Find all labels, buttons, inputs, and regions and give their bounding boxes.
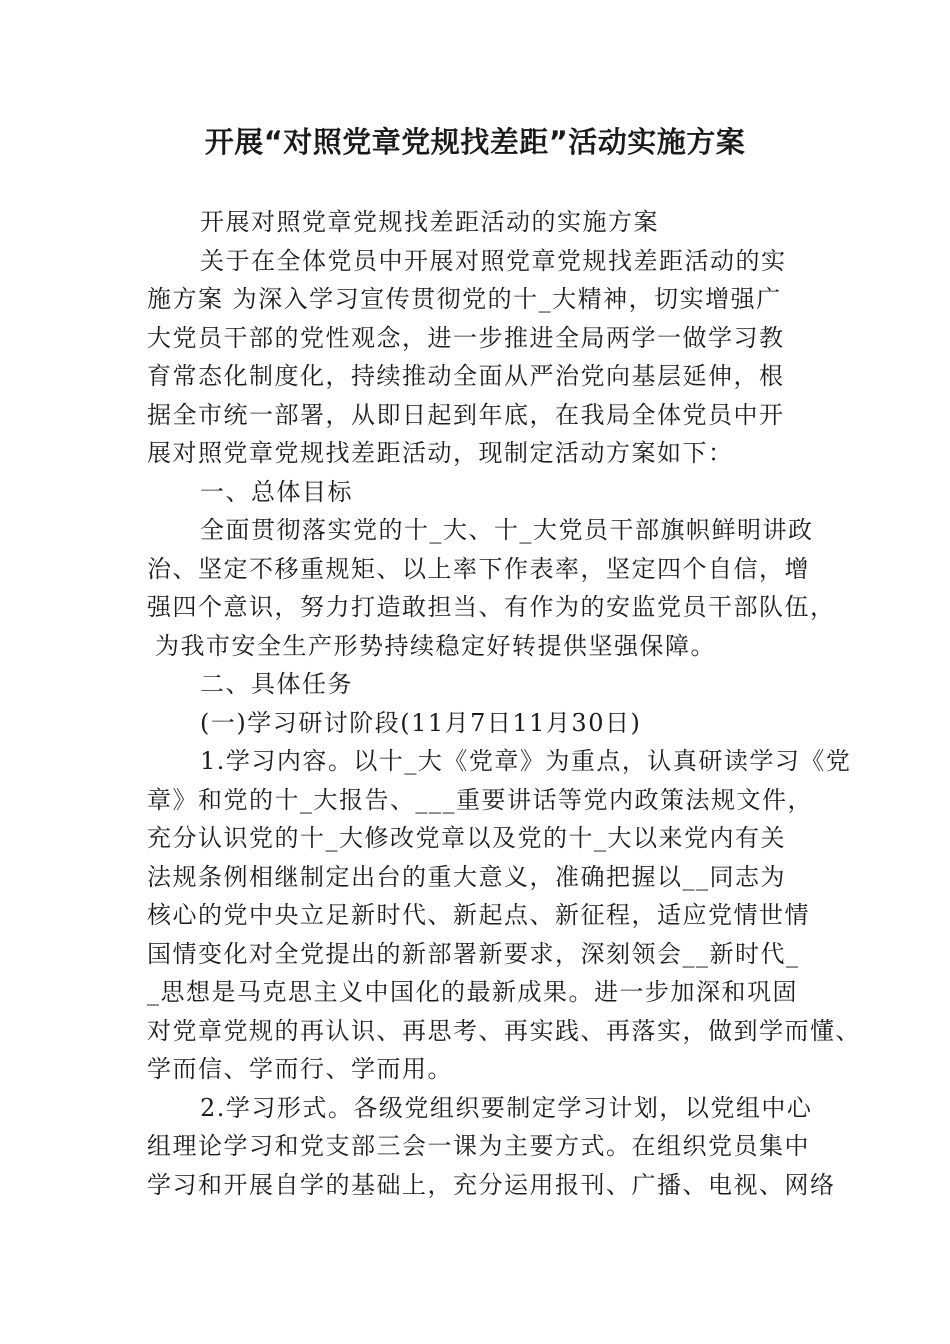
text-line: 组理论学习和党支部三会一课为主要方式。在组织党员集中 xyxy=(147,1132,810,1160)
text-line: 2.学习形式。各级党组织要制定学习计划，以党组中心 xyxy=(200,1093,813,1122)
text-line: 学而信、学而行、学而用。 xyxy=(147,1055,453,1083)
text-line: 为我市安全生产形势持续稳定好转提供坚强保障。 xyxy=(155,631,716,660)
text-line: 育常态化制度化，持续推动全面从严治党向基层延伸，根 xyxy=(147,362,785,390)
text-line: 施方案 为深入学习宣传贯彻党的十_大精神，切实增强广 xyxy=(147,285,782,313)
text-line: 二、具体任务 xyxy=(200,670,353,698)
text-line: (一)学习研讨阶段(11月7日11月30日) xyxy=(200,708,642,737)
text-line: 据全市统一部署，从即日起到年底，在我局全体党员中开 xyxy=(147,400,785,429)
text-line: 国情变化对全党提出的新部署新要求，深刻领会__新时代_ xyxy=(147,939,800,968)
text-line: 1.学习内容。以十_大《党章》为重点，认真研读学习《党 xyxy=(200,747,852,775)
text-line: 一、总体目标 xyxy=(200,477,353,506)
document-body xyxy=(147,203,861,1204)
text-line: 治、坚定不移重规矩、以上率下作表率，坚定四个自信，增 xyxy=(147,554,810,583)
text-line: 学习和开展自学的基础上，充分运用报刊、广播、电视、网络 xyxy=(147,1170,836,1199)
text-line: 法规条例相继制定出台的重大意义，准确把握以__同志为 xyxy=(147,862,786,891)
text-line: 充分认识党的十_大修改党章以及党的十_大以来党内有关 xyxy=(147,824,786,852)
text-line: 关于在全体党员中开展对照党章党规找差距活动的实 xyxy=(200,246,787,275)
text-line: 强四个意识，努力打造敢担当、有作为的安监党员干部队伍， xyxy=(147,593,836,621)
text-line: 对党章党规的再认识、再思考、再实践、再落实，做到学而懂、 xyxy=(147,1016,861,1045)
text-line: 核心的党中央立足新时代、新起点、新征程，适应党情世情 xyxy=(147,901,810,929)
document-title: 开展“对照党章党规找差距”活动实施方案 xyxy=(204,125,746,159)
text-line: 大党员干部的党性观念，进一步推进全局两学一做学习教 xyxy=(147,323,785,352)
text-line: 全面贯彻落实党的十_大、十_大党员干部旗帜鲜明讲政 xyxy=(200,516,814,544)
text-line: 章》和党的十_大报告、___重要讲话等党内政策法规文件， xyxy=(147,785,813,814)
text-line: 开展对照党章党规找差距活动的实施方案 xyxy=(200,208,659,236)
text-line: 展对照党章党规找差距活动，现制定活动方案如下： xyxy=(147,439,734,467)
text-line: _思想是马克思主义中国化的最新成果。进一步加深和巩固 xyxy=(147,978,798,1006)
